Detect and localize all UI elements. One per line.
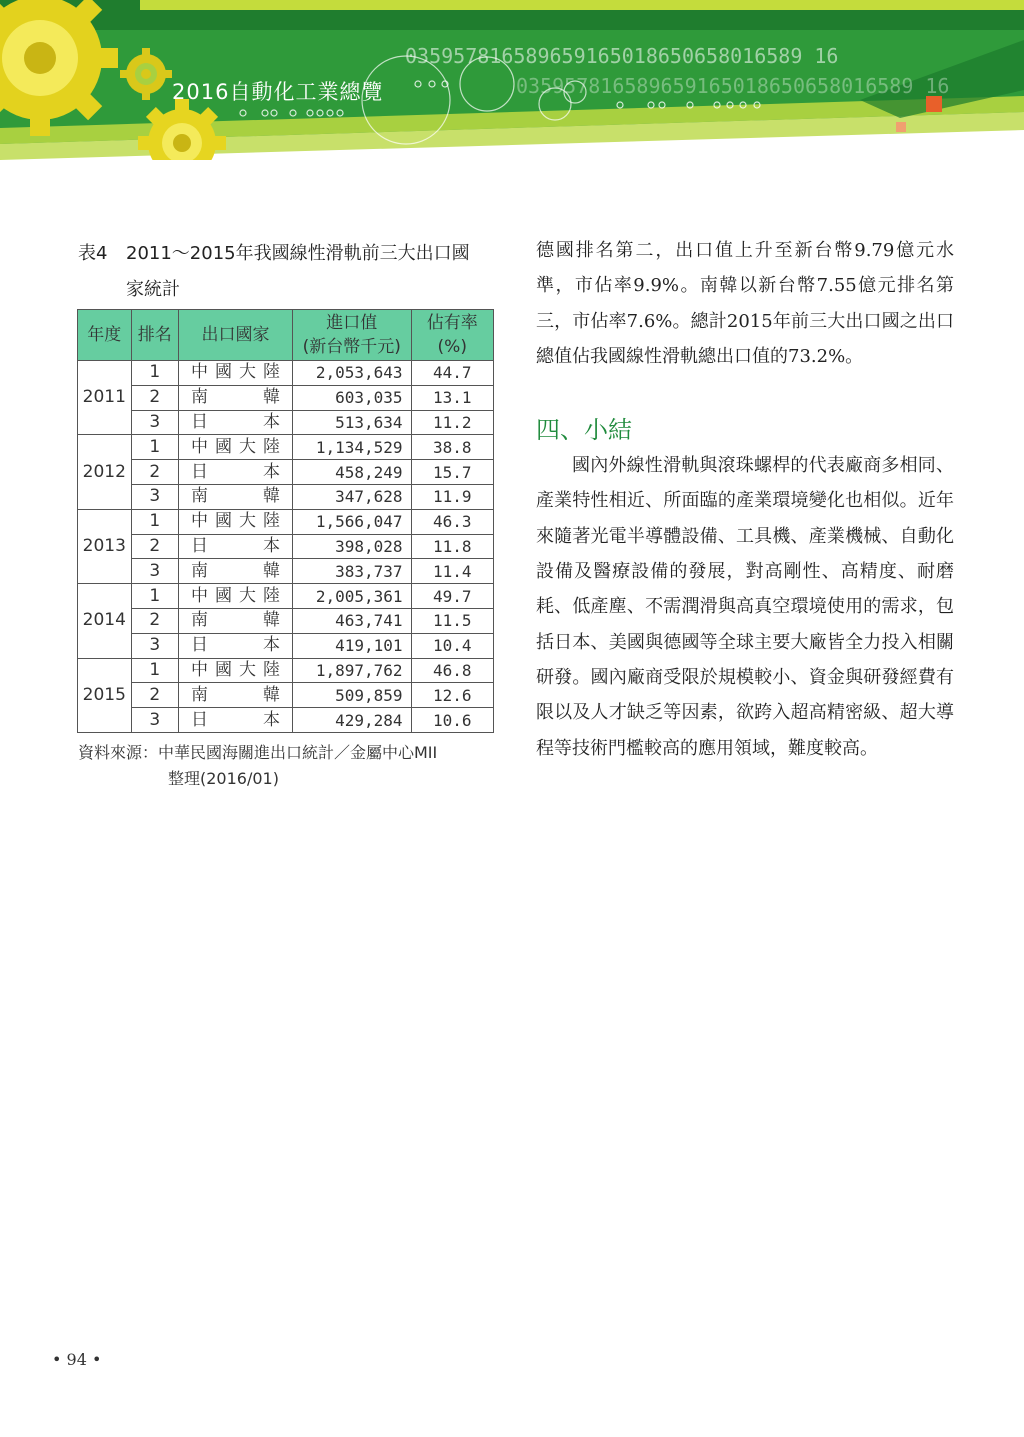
rank-cell: 2 — [131, 460, 178, 485]
country-cell: 中國大陸 — [179, 658, 293, 683]
value-cell: 463,741 — [293, 608, 412, 633]
table-row — [78, 708, 494, 733]
share-cell: 46.3 — [411, 509, 493, 534]
rank-cell: 1 — [131, 509, 178, 534]
country-cell: 南韓 — [179, 484, 293, 509]
country-cell: 日本 — [179, 534, 293, 559]
country-cell: 日本 — [179, 460, 293, 485]
country-cell: 南韓 — [179, 683, 293, 708]
table-header-row — [78, 310, 494, 361]
body-text-column — [536, 233, 954, 766]
table-row — [78, 584, 494, 609]
year-cell: 2014 — [78, 584, 132, 658]
country-cell: 南韓 — [179, 608, 293, 633]
country-cell: 中國大陸 — [179, 361, 293, 386]
caption-number: 表4 — [78, 243, 108, 264]
share-cell: 11.8 — [411, 534, 493, 559]
caption-title: 2011～2015年我國線性滑軌前三大出口國 — [126, 243, 470, 264]
country-cell: 日本 — [179, 410, 293, 435]
value-cell: 383,737 — [293, 559, 412, 584]
year-cell: 2015 — [78, 658, 132, 732]
rank-cell: 2 — [131, 608, 178, 633]
decorative-digits: 035957816589659165018650658016589 16 — [405, 44, 839, 68]
table-row — [78, 460, 494, 485]
table-row — [78, 484, 494, 509]
value-cell: 509,859 — [293, 683, 412, 708]
rank-cell: 2 — [131, 534, 178, 559]
table-row — [78, 658, 494, 683]
value-cell: 2,053,643 — [293, 361, 412, 386]
rank-cell: 2 — [131, 683, 178, 708]
value-cell: 419,101 — [293, 633, 412, 658]
share-cell: 49.7 — [411, 584, 493, 609]
share-cell: 10.6 — [411, 708, 493, 733]
country-cell: 南韓 — [179, 385, 293, 410]
table-source-note — [78, 740, 508, 792]
table-row — [78, 361, 494, 386]
table-row — [78, 683, 494, 708]
book-title: 2016自動化工業總覽 — [172, 80, 384, 104]
country-cell: 中國大陸 — [179, 435, 293, 460]
country-cell: 中國大陸 — [179, 584, 293, 609]
rank-cell: 1 — [131, 435, 178, 460]
rank-cell: 3 — [131, 410, 178, 435]
share-cell: 12.6 — [411, 683, 493, 708]
value-cell: 458,249 — [293, 460, 412, 485]
value-cell: 1,897,762 — [293, 658, 412, 683]
share-cell: 13.1 — [411, 385, 493, 410]
header-value-label: 進口值 — [326, 313, 378, 333]
export-table — [77, 309, 494, 733]
header-share-label: 佔有率 — [426, 313, 478, 333]
rank-cell: 1 — [131, 584, 178, 609]
source-line: 整理(2016/01) — [168, 769, 279, 788]
rank-cell: 1 — [131, 361, 178, 386]
caption-title-cont: 家統計 — [126, 279, 180, 300]
rank-cell: 2 — [131, 385, 178, 410]
page-number: • 94 • — [52, 1350, 102, 1369]
header-rank: 排名 — [131, 310, 178, 361]
table-row — [78, 559, 494, 584]
table-row — [78, 534, 494, 559]
share-cell: 11.2 — [411, 410, 493, 435]
table-row — [78, 509, 494, 534]
share-cell: 46.8 — [411, 658, 493, 683]
value-cell: 1,134,529 — [293, 435, 412, 460]
year-cell: 2012 — [78, 435, 132, 509]
share-cell: 10.4 — [411, 633, 493, 658]
decorative-digits: 035957816589659165018650658016589 16 — [516, 74, 950, 98]
header-banner — [0, 0, 1024, 160]
source-line: 資料來源：中華民國海關進出口統計／金屬中心MII — [78, 743, 438, 762]
header-share — [411, 310, 493, 361]
header-value — [293, 310, 412, 361]
year-cell: 2011 — [78, 361, 132, 435]
rank-cell: 3 — [131, 484, 178, 509]
value-cell: 429,284 — [293, 708, 412, 733]
value-cell: 2,005,361 — [293, 584, 412, 609]
share-cell: 38.8 — [411, 435, 493, 460]
table-row — [78, 435, 494, 460]
year-cell: 2013 — [78, 509, 132, 583]
rank-cell: 1 — [131, 658, 178, 683]
header-value-unit: (新台幣千元) — [302, 337, 401, 357]
share-cell: 11.9 — [411, 484, 493, 509]
share-cell: 15.7 — [411, 460, 493, 485]
header-country: 出口國家 — [179, 310, 293, 361]
paragraph: 國內外線性滑軌與滾珠螺桿的代表廠商多相同、產業特性相近、所面臨的產業環境變化也相似。近年來隨著光電半導體設備、工具機、產業機械、自動化設備及醫療設備的發展，對高剛性、高精度、耐磨耗、低產塵、不需潤滑與高真空環境使用的需求，包括日本、美國與德國等全球主要大廠皆全力投入相關研發。國內廠商受限於規模較小、資金與研發經費有限以及人才缺乏等因素，欲跨入超高精密級、超大導程等技術門檻較高的應用領域，難度較高。 — [536, 455, 954, 759]
paragraph: 德國排名第二，出口值上升至新台幣9.79億元水準，市佔率9.9%。南韓以新台幣7.55億元排名第三，市佔率7.6%。總計2015年前三大出口國之出口總值佔我國線性滑軌總出口值的73.2%。 — [536, 240, 954, 367]
table-caption — [78, 236, 498, 308]
share-cell: 11.5 — [411, 608, 493, 633]
value-cell: 603,035 — [293, 385, 412, 410]
rank-cell: 3 — [131, 708, 178, 733]
table-row — [78, 410, 494, 435]
share-cell: 11.4 — [411, 559, 493, 584]
rank-cell: 3 — [131, 559, 178, 584]
rank-cell: 3 — [131, 633, 178, 658]
country-cell: 南韓 — [179, 559, 293, 584]
table-row — [78, 385, 494, 410]
value-cell: 1,566,047 — [293, 509, 412, 534]
section-heading: 四、小結 — [536, 416, 632, 445]
country-cell: 日本 — [179, 708, 293, 733]
country-cell: 中國大陸 — [179, 509, 293, 534]
table-row — [78, 608, 494, 633]
share-cell: 44.7 — [411, 361, 493, 386]
country-cell: 日本 — [179, 633, 293, 658]
header-share-unit: (%) — [437, 337, 467, 357]
header-year: 年度 — [78, 310, 132, 361]
value-cell: 398,028 — [293, 534, 412, 559]
value-cell: 347,628 — [293, 484, 412, 509]
table-row — [78, 633, 494, 658]
value-cell: 513,634 — [293, 410, 412, 435]
